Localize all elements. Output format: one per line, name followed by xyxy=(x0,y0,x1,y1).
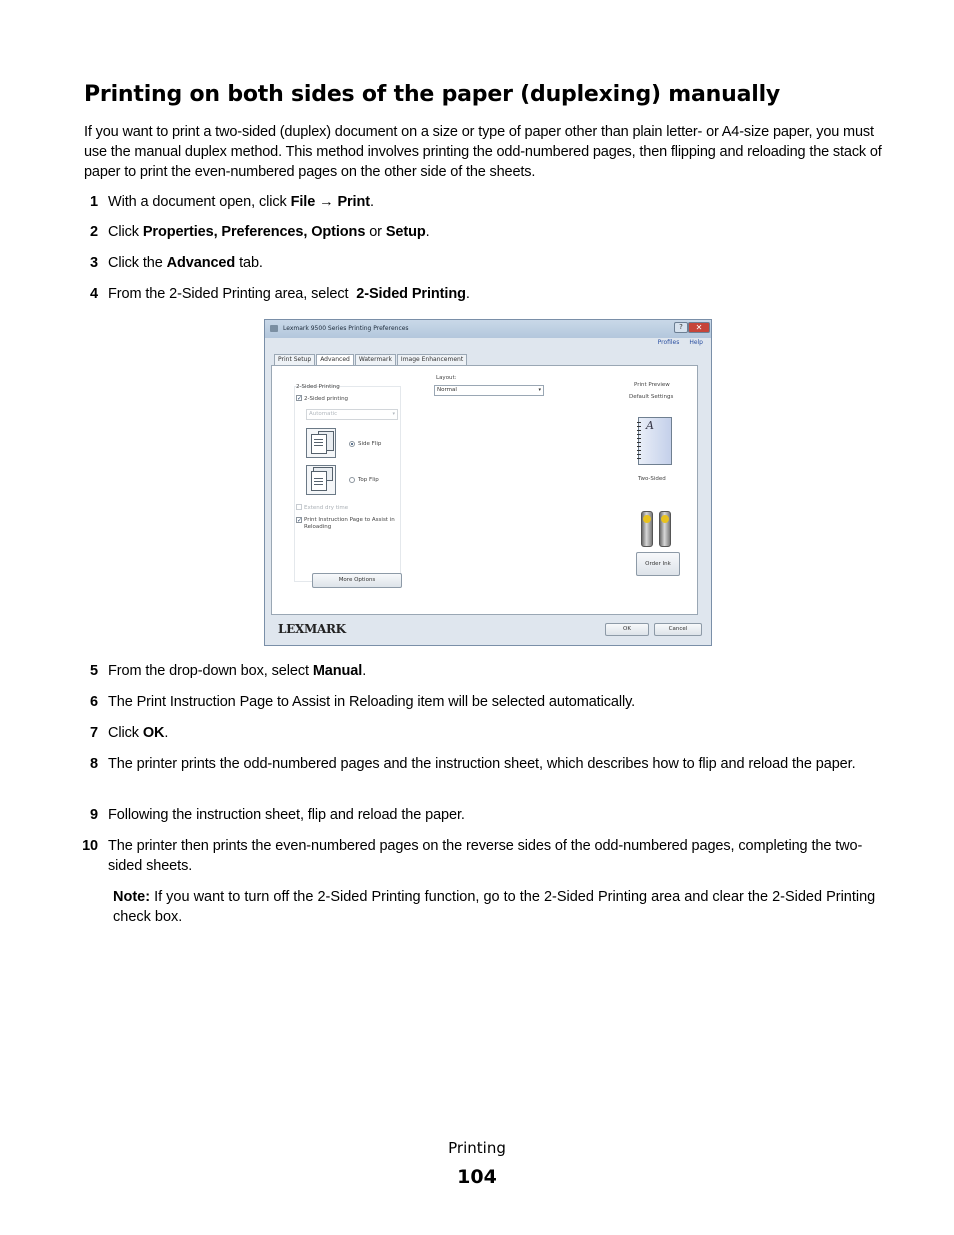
profiles-link[interactable]: Profiles xyxy=(657,339,680,346)
help-link[interactable]: Help xyxy=(689,339,703,346)
chevron-down-icon: ▾ xyxy=(392,411,395,417)
step-number: 10 xyxy=(82,838,98,854)
preview-book-icon xyxy=(638,417,672,465)
note-text: If you want to turn off the 2-Sided Printing function, go to the 2-Sided Printing area and clear the 2-Sided Printing check box. xyxy=(113,889,876,925)
page-title: Printing on both sides of the paper (duplexing) manually xyxy=(84,82,781,107)
step-number: 2 xyxy=(90,224,98,240)
footer-section-title: Printing xyxy=(448,1139,506,1157)
two-sided-checkbox[interactable]: ✓ xyxy=(297,395,303,402)
top-flip-label: Top Flip xyxy=(358,477,379,483)
two-sided-caption: Two-Sided xyxy=(638,476,666,482)
ink-cartridge-icon xyxy=(659,511,671,547)
close-icon[interactable]: ✕ xyxy=(688,322,710,333)
print-instruction-label: Print Instruction Page to Assist in xyxy=(304,517,395,523)
preview-letter: A xyxy=(646,419,654,432)
step-text: The printer prints the odd-numbered pages and the instruction sheet, which describes how to flip and reload the paper. xyxy=(108,756,856,772)
step-number: 1 xyxy=(90,194,98,210)
step-number: 9 xyxy=(90,807,98,823)
step-number: 7 xyxy=(90,725,98,741)
step-number: 4 xyxy=(90,286,98,302)
order-ink-button[interactable]: Order Ink xyxy=(636,552,680,576)
layout-select[interactable] xyxy=(434,385,544,396)
print-preview-title: Print Preview xyxy=(634,382,670,388)
step-text: Click the Advanced tab. xyxy=(108,255,263,271)
tab-advanced[interactable]: Advanced xyxy=(316,354,354,366)
more-options-button[interactable]: More Options xyxy=(312,573,402,588)
duplex-mode-value: Automatic xyxy=(309,411,338,417)
tab-watermark[interactable]: Watermark xyxy=(355,354,396,365)
extend-dry-label: Extend dry time xyxy=(304,505,349,511)
advanced-panel xyxy=(271,365,698,615)
printer-icon xyxy=(270,325,278,332)
printing-preferences-dialog xyxy=(264,319,712,646)
step-text: The printer then prints the even-numbered pages on the reverse sides of the odd-numbered pages, completing the two-sided sheets. xyxy=(108,838,863,874)
side-flip-icon xyxy=(306,428,336,458)
ink-cartridge-icon xyxy=(641,511,653,547)
layout-label: Layout: xyxy=(436,375,457,381)
cancel-button[interactable]: Cancel xyxy=(654,623,702,636)
top-flip-radio[interactable] xyxy=(349,477,355,483)
lexmark-logo: LEXMARK xyxy=(278,622,346,636)
step-text: Following the instruction sheet, flip and reload the paper. xyxy=(108,807,465,823)
layout-value: Normal xyxy=(437,387,457,393)
step-text: Click OK. xyxy=(108,725,169,741)
step-number: 5 xyxy=(90,663,98,679)
step-text: From the drop-down box, select Manual. xyxy=(108,663,367,679)
step-text: With a document open, click File → Print. xyxy=(108,194,374,210)
dialog-links xyxy=(650,339,703,346)
intro-paragraph: If you want to print a two-sided (duplex) document on a size or type of paper other than plain letter- or A4-size paper, you must use the manual duplex method. This method involves printing the odd-numbered pages, then flipping and reloading the stack of paper to print the even-numbered pages on the other side of the sheets. xyxy=(84,124,882,180)
print-preview-sub: Default Settings xyxy=(629,394,674,400)
step-number: 6 xyxy=(90,694,98,710)
side-flip-label: Side Flip xyxy=(358,441,382,447)
dialog-tabs xyxy=(274,354,468,365)
step-text: The Print Instruction Page to Assist in Reloading item will be selected automatically. xyxy=(108,694,636,710)
side-flip-radio[interactable] xyxy=(349,441,355,447)
step-number: 3 xyxy=(90,255,98,271)
group-title: 2-Sided Printing xyxy=(296,384,340,390)
two-sided-label: 2-Sided printing xyxy=(304,396,349,402)
step-text: Click Properties, Preferences, Options or Setup. xyxy=(108,224,430,240)
dialog-title: Lexmark 9500 Series Printing Preferences xyxy=(283,325,409,332)
dialog-titlebar xyxy=(265,320,711,338)
note-label: Note: xyxy=(113,889,151,905)
help-icon[interactable]: ? xyxy=(674,322,688,333)
tab-print-setup[interactable]: Print Setup xyxy=(274,354,315,365)
top-flip-icon xyxy=(306,465,336,495)
ok-button[interactable]: OK xyxy=(605,623,649,636)
duplex-mode-select[interactable] xyxy=(306,409,398,420)
note-paragraph xyxy=(113,887,878,927)
extend-dry-checkbox[interactable] xyxy=(296,504,302,510)
chevron-down-icon: ▾ xyxy=(538,387,541,393)
print-instruction-label-2: Reloading xyxy=(304,524,332,530)
tab-image-enhancement[interactable]: Image Enhancement xyxy=(397,354,467,365)
step-text: From the 2-Sided Printing area, select 2-Sided Printing. xyxy=(108,286,470,302)
print-instruction-checkbox[interactable]: ✓ xyxy=(297,517,303,524)
step-number: 8 xyxy=(90,756,98,772)
page-number: 104 xyxy=(457,1166,497,1188)
